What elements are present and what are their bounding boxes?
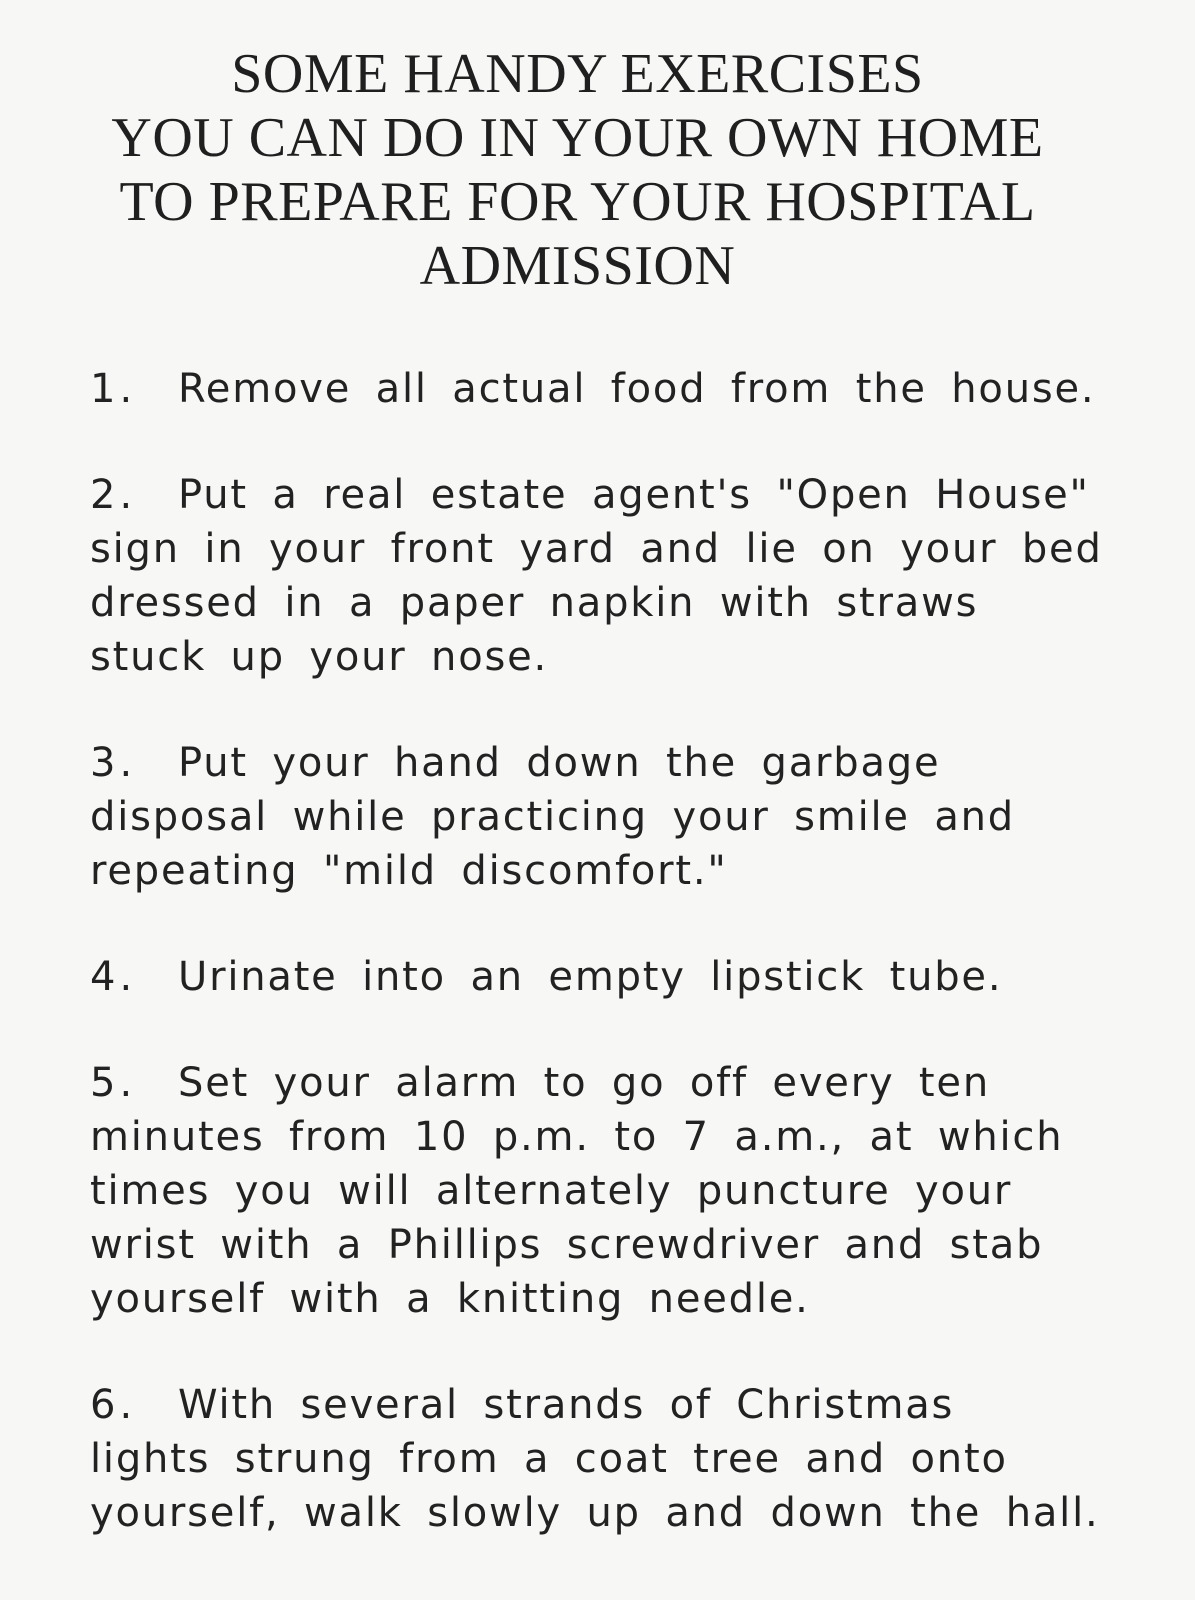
item-text: yourself, walk slowly up and down the hall. <box>90 1490 1100 1536</box>
item-text: sign in your front yard and lie on your bed <box>90 526 1103 572</box>
item-number: 3. <box>90 740 137 786</box>
item-text: stuck up your nose. <box>90 634 549 680</box>
item-text: Set your alarm to go off every ten <box>178 1060 990 1106</box>
item-text: disposal while practicing your smile and <box>90 794 1015 840</box>
item-text: Put a real estate agent's "Open House" <box>178 472 1090 518</box>
item-text: times you will alternately puncture your <box>90 1168 1013 1214</box>
exercise-list <box>90 362 1160 1592</box>
item-text: dressed in a paper napkin with straws <box>90 580 979 626</box>
item-number: 5. <box>90 1060 137 1106</box>
item-number: 4. <box>90 954 137 1000</box>
item-text: lights strung from a coat tree and onto <box>90 1436 1008 1482</box>
list-item-6 <box>90 1378 1160 1540</box>
item-text: Put your hand down the garbage <box>178 740 941 786</box>
title-line: ADMISSION <box>419 235 736 297</box>
item-text: With several strands of Christmas <box>178 1382 955 1428</box>
item-text: minutes from 10 p.m. to 7 a.m., at which <box>90 1114 1064 1160</box>
item-number: 6. <box>90 1382 137 1428</box>
title-line: TO PREPARE FOR YOUR HOSPITAL <box>119 171 1036 233</box>
item-text: Remove all actual food from the house. <box>178 366 1096 412</box>
item-number: 1. <box>90 366 137 412</box>
item-text: yourself with a knitting needle. <box>90 1276 810 1322</box>
item-text: Urinate into an empty lipstick tube. <box>178 954 1003 1000</box>
item-line <box>90 1056 1160 1110</box>
list-item-2 <box>90 468 1160 684</box>
item-text: repeating "mild discomfort." <box>90 848 728 894</box>
item-line <box>90 1378 1160 1432</box>
item-number: 2. <box>90 472 137 518</box>
title-line: YOU CAN DO IN YOUR OWN HOME <box>111 107 1044 169</box>
item-text: wrist with a Phillips screwdriver and stab <box>90 1222 1044 1268</box>
item-line <box>90 736 1160 790</box>
item-line <box>90 362 1160 416</box>
item-line <box>90 468 1160 522</box>
item-line <box>90 950 1160 1004</box>
list-item-1 <box>90 362 1160 416</box>
list-item-3 <box>90 736 1160 898</box>
list-item-4 <box>90 950 1160 1004</box>
list-item-5 <box>90 1056 1160 1326</box>
document-title <box>40 42 1115 298</box>
title-line: SOME HANDY EXERCISES <box>231 43 924 105</box>
